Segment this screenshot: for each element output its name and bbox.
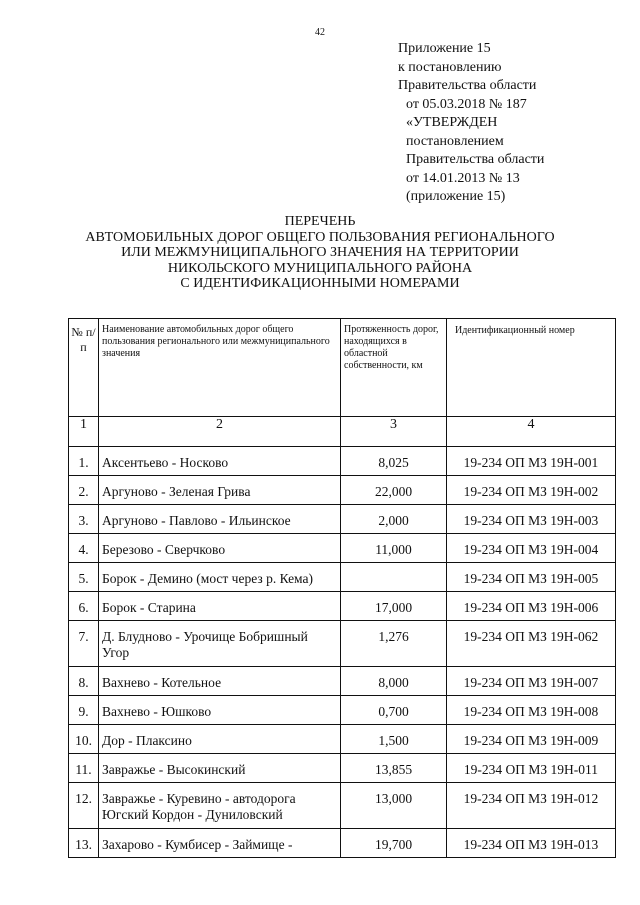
road-length: 8,025 [341, 447, 447, 476]
title-line: НИКОЛЬСКОГО МУНИЦИПАЛЬНОГО РАЙОНА [167, 260, 473, 276]
approval-line: к постановлению [398, 59, 502, 75]
row-number: 8. [69, 667, 99, 696]
road-identifier: 19-234 ОП МЗ 19Н-012 [447, 783, 616, 829]
road-length: 19,700 [341, 829, 447, 858]
road-identifier: 19-234 ОП МЗ 19Н-003 [447, 505, 616, 534]
road-length: 0,700 [341, 696, 447, 725]
road-name: Вахнево - Юшково [99, 696, 341, 725]
document-title [0, 214, 640, 292]
row-number: 3. [69, 505, 99, 534]
road-length: 1,276 [341, 621, 447, 667]
road-name: Захарово - Кумбисер - Займище - [99, 829, 341, 858]
approval-line: «УТВЕРЖДЕН [406, 115, 498, 130]
road-length: 13,855 [341, 754, 447, 783]
approval-line: Приложение 15 [398, 41, 491, 56]
row-number: 13. [69, 829, 99, 858]
table-row [69, 621, 616, 667]
road-name: Вахнево - Котельное [99, 667, 341, 696]
approval-line: постановлением [406, 133, 504, 149]
road-identifier: 19-234 ОП МЗ 19Н-062 [447, 621, 616, 667]
road-name: Завражье - Куревино - автодорога Югский Кордон - Дуниловский [99, 783, 341, 829]
table-header-row [69, 319, 616, 417]
table-row [69, 667, 616, 696]
row-number: 11. [69, 754, 99, 783]
road-length: 8,000 [341, 667, 447, 696]
road-name: Завражье - Высокинский [99, 754, 341, 783]
column-number-row [69, 417, 616, 447]
road-length: 17,000 [341, 592, 447, 621]
road-identifier: 19-234 ОП МЗ 19Н-005 [447, 563, 616, 592]
road-length: 11,000 [341, 534, 447, 563]
road-length [341, 563, 447, 592]
road-identifier: 19-234 ОП МЗ 19Н-002 [447, 476, 616, 505]
road-identifier: 19-234 ОП МЗ 19Н-008 [447, 696, 616, 725]
row-number: 10. [69, 725, 99, 754]
title-line: ПЕРЕЧЕНЬ [284, 214, 356, 229]
header-identifier: Идентификационный номер [447, 319, 616, 417]
road-identifier: 19-234 ОП МЗ 19Н-001 [447, 447, 616, 476]
approval-line: Правительства области [406, 152, 545, 167]
table-row [69, 534, 616, 563]
road-name: Аксентьево - Носково [99, 447, 341, 476]
approval-line: от 05.03.2018 № 187 [406, 96, 527, 112]
page-number: 42 [315, 27, 325, 38]
row-number: 7. [69, 621, 99, 667]
title-line: АВТОМОБИЛЬНЫХ ДОРОГ ОБЩЕГО ПОЛЬЗОВАНИЯ РЕГИОНАЛЬНОГО [85, 229, 555, 245]
table-row [69, 505, 616, 534]
table-row [69, 783, 616, 829]
road-identifier: 19-234 ОП МЗ 19Н-004 [447, 534, 616, 563]
approval-line: от 14.01.2013 № 13 [406, 170, 520, 186]
table-row [69, 592, 616, 621]
table-row [69, 447, 616, 476]
row-number: 6. [69, 592, 99, 621]
road-name: Д. Блудново - Урочище Бобришный Угор [99, 621, 341, 667]
table-row [69, 725, 616, 754]
title-line: ИЛИ МЕЖМУНИЦИПАЛЬНОГО ЗНАЧЕНИЯ НА ТЕРРИТОРИИ [121, 245, 519, 260]
column-number: 3 [341, 417, 447, 447]
row-number: 5. [69, 563, 99, 592]
road-identifier: 19-234 ОП МЗ 19Н-013 [447, 829, 616, 858]
road-identifier: 19-234 ОП МЗ 19Н-011 [447, 754, 616, 783]
approval-line: Правительства области [398, 78, 537, 93]
roads-table [68, 318, 616, 858]
road-name: Аргуново - Павлово - Ильинское [99, 505, 341, 534]
road-identifier: 19-234 ОП МЗ 19Н-009 [447, 725, 616, 754]
road-length: 13,000 [341, 783, 447, 829]
road-identifier: 19-234 ОП МЗ 19Н-007 [447, 667, 616, 696]
road-name: Борок - Демино (мост через р. Кема) [99, 563, 341, 592]
column-number: 2 [99, 417, 341, 447]
row-number: 4. [69, 534, 99, 563]
table-row [69, 829, 616, 858]
road-name: Березово - Сверчково [99, 534, 341, 563]
row-number: 12. [69, 783, 99, 829]
road-length: 22,000 [341, 476, 447, 505]
header-number: № п/п [69, 319, 99, 417]
road-name: Дор - Плаксино [99, 725, 341, 754]
road-name: Борок - Старина [99, 592, 341, 621]
column-number: 1 [69, 417, 99, 447]
table-row [69, 563, 616, 592]
row-number: 2. [69, 476, 99, 505]
approval-block [398, 40, 544, 207]
table-row [69, 696, 616, 725]
table-row [69, 476, 616, 505]
approval-line: (приложение 15) [406, 189, 506, 204]
table-row [69, 754, 616, 783]
road-name: Аргуново - Зеленая Грива [99, 476, 341, 505]
road-length: 2,000 [341, 505, 447, 534]
road-identifier: 19-234 ОП МЗ 19Н-006 [447, 592, 616, 621]
row-number: 1. [69, 447, 99, 476]
title-line: С ИДЕНТИФИКАЦИОННЫМИ НОМЕРАМИ [180, 276, 460, 291]
road-length: 1,500 [341, 725, 447, 754]
header-length: Протяженность дорог, находящихся в областной собственности, км [341, 319, 447, 417]
header-road-name: Наименование автомобильных дорог общего пользования регионального или межмуниципального значения [99, 319, 341, 417]
column-number: 4 [447, 417, 616, 447]
row-number: 9. [69, 696, 99, 725]
